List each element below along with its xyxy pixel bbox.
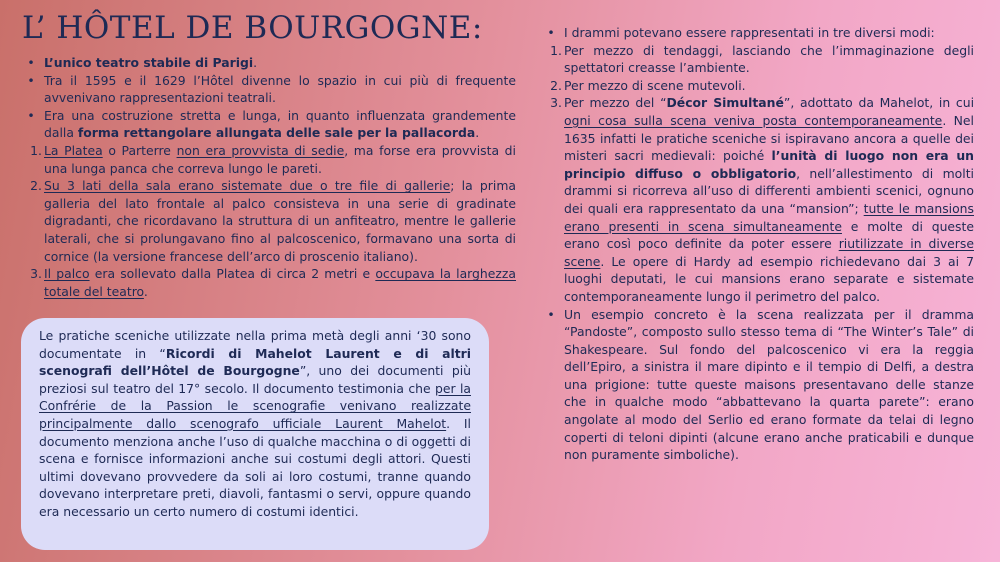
bold-text: Décor Simultané	[666, 95, 784, 111]
bullet-marker: •	[547, 306, 555, 322]
underlined-text: per la Confrérie de la Passion le scenografie venivano realizzate principalmente dallo scenografo ufficiale Laurent Mahelot	[39, 380, 471, 431]
numbered-item: 1. Per mezzo di tendaggi, lasciando che l’immaginazione degli spettatori creasse l’ambiente.	[540, 42, 974, 77]
underlined-text: Il palco	[44, 266, 90, 282]
bullet-marker: •	[27, 55, 35, 70]
bullet-item: • L’unico teatro stabile di Parigi.	[20, 54, 516, 72]
item-number: 1.	[550, 42, 562, 58]
item-number: 3.	[30, 266, 42, 282]
bold-text: Ricordi di Mahelot Laurent e di altri scenografi dell’Hôtel de Bourgogne	[39, 345, 472, 379]
numbered-item: 3. Per mezzo del “Décor Simultané”, adottato da Mahelot, in cui ogni cosa sulla scena veniva posta contemporaneamente. Nel 1635 infatti le pratiche sceniche si ispiravano ancora a quelle dei misteri sacri medievali: poiché l’unità di luogo non era un principio diffuso o obbligatorio, nell’allestimento di molti drammi si ricorreva all’uso di differenti ambienti scenici, ognuno dei quali era rappresentato da una “mansion”; tutte le mansions erano presenti in scena simultaneamente e molte di queste erano così poco definite da poter essere riutilizzate in diverse scene. Le opere di Hardy ad esempio richiedevano dai 3 ai 7 luoghi deputati, le cui mansions erano separate e sistemate contemporaneamente lungo il perimetro del palco.	[540, 94, 974, 305]
bold-text: forma rettangolare allungata delle sale per la pallacorda	[77, 125, 476, 141]
numbered-item: 3. Il palco era sollevato dalla Platea di circa 2 metri e occupava la larghezza totale del teatro.	[20, 265, 516, 300]
bullet-marker: •	[27, 107, 35, 123]
right-column	[540, 24, 974, 464]
item-number: 2.	[30, 178, 42, 194]
underlined-text: La Platea	[44, 142, 103, 158]
bullet-marker: •	[27, 72, 35, 88]
bullet-item: • Tra il 1595 e il 1629 l’Hôtel divenne lo spazio in cui più di frequente avvenivano rappresentazioni teatrali.	[20, 72, 516, 107]
numbered-item: 2. Per mezzo di scene mutevoli.	[540, 77, 974, 95]
underlined-text: Su 3 lati della sala erano sistemate due o tre file di gallerie	[44, 178, 451, 194]
mahelot-info-box: Le pratiche sceniche utilizzate nella prima metà degli anni ‘30 sono documentate in “Ricordi di Mahelot Laurent e di altri scenografi dell’Hôtel de Bourgogne”, uno dei documenti più preziosi sul teatro del 17° secolo. Il documento testimonia che per la Confrérie de la Passion le scenografie venivano realizzate principalmente dallo scenografo ufficiale Laurent Mahelot. Il documento menziona anche l’uso di qualche macchina o di oggetti di scena e fornisce informazioni anche sui costumi degli attori. Questi ultimi dovevano provvedere da soli ai loro costumi, tranne quando dovevano interpretare preti, diavoli, fantasmi o servi, oppure quando era necessario un certo numero di costumi identici.	[21, 318, 489, 550]
underlined-text: ogni cosa sulla scena veniva posta contemporaneamente	[564, 112, 943, 128]
bold-text: l’unità di luogo non era un principio diffuso o obbligatorio	[564, 148, 974, 181]
item-number: 1.	[30, 142, 42, 158]
underlined-text: occupava la larghezza totale del teatro	[44, 266, 516, 299]
item-number: 3.	[550, 95, 562, 111]
underlined-text: riutilizzate in diverse scene	[564, 236, 974, 269]
numbered-item: 1. La Platea o Parterre non era provvista di sedie, ma forse era provvista di una lunga panca che correva lungo le pareti.	[20, 142, 516, 177]
bullet-item: • Era una costruzione stretta e lunga, in quanto influenzata grandemente dalla forma rettangolare allungata delle sale per la pallacorda.	[20, 107, 516, 142]
bullet-item: • I drammi potevano essere rappresentati in tre diversi modi:	[540, 24, 974, 42]
item-number: 2.	[550, 77, 562, 93]
bullet-item: • Un esempio concreto è la scena realizzata per il dramma “Pandoste”, composto sullo stesso tema di “The Winter’s Tale” di Shakespeare. Sul fondo del palcoscenico vi era la reggia dell’Epiro, a sinistra il mare dipinto e il tempio di Delfi, a destra una prigione: tutte queste maisons presentavano delle stanze che in qualche modo “abbattevano la quarta parete”: erano angolate al modo del Serlio ed erano formate da telai di legno coperti di teloni dipinti (alcune erano anche praticabili e dunque non puramente simboliche).	[540, 306, 974, 464]
underlined-text: tutte le mansions erano presenti in scena simultaneamente	[564, 200, 974, 234]
bullet-marker: •	[547, 25, 555, 40]
underlined-text: non era provvista di sedie	[176, 142, 345, 158]
bold-text: L’unico teatro stabile di Parigi	[44, 55, 254, 70]
left-column	[20, 54, 516, 300]
numbered-item: 2. Su 3 lati della sala erano sistemate due o tre file di gallerie; la prima galleria del lato frontale al palco consisteva in una serie di gradinate digradanti, che ricordavano la struttura di un anfiteatro, mentre le gallerie laterali, che si prolungavano fino al palcoscenico, formavano una sorta di cornice (la versione francese dell’arco di proscenio italiano).	[20, 177, 516, 265]
slide-title: L’ HÔTEL DE BOURGOGNE:	[22, 10, 483, 46]
